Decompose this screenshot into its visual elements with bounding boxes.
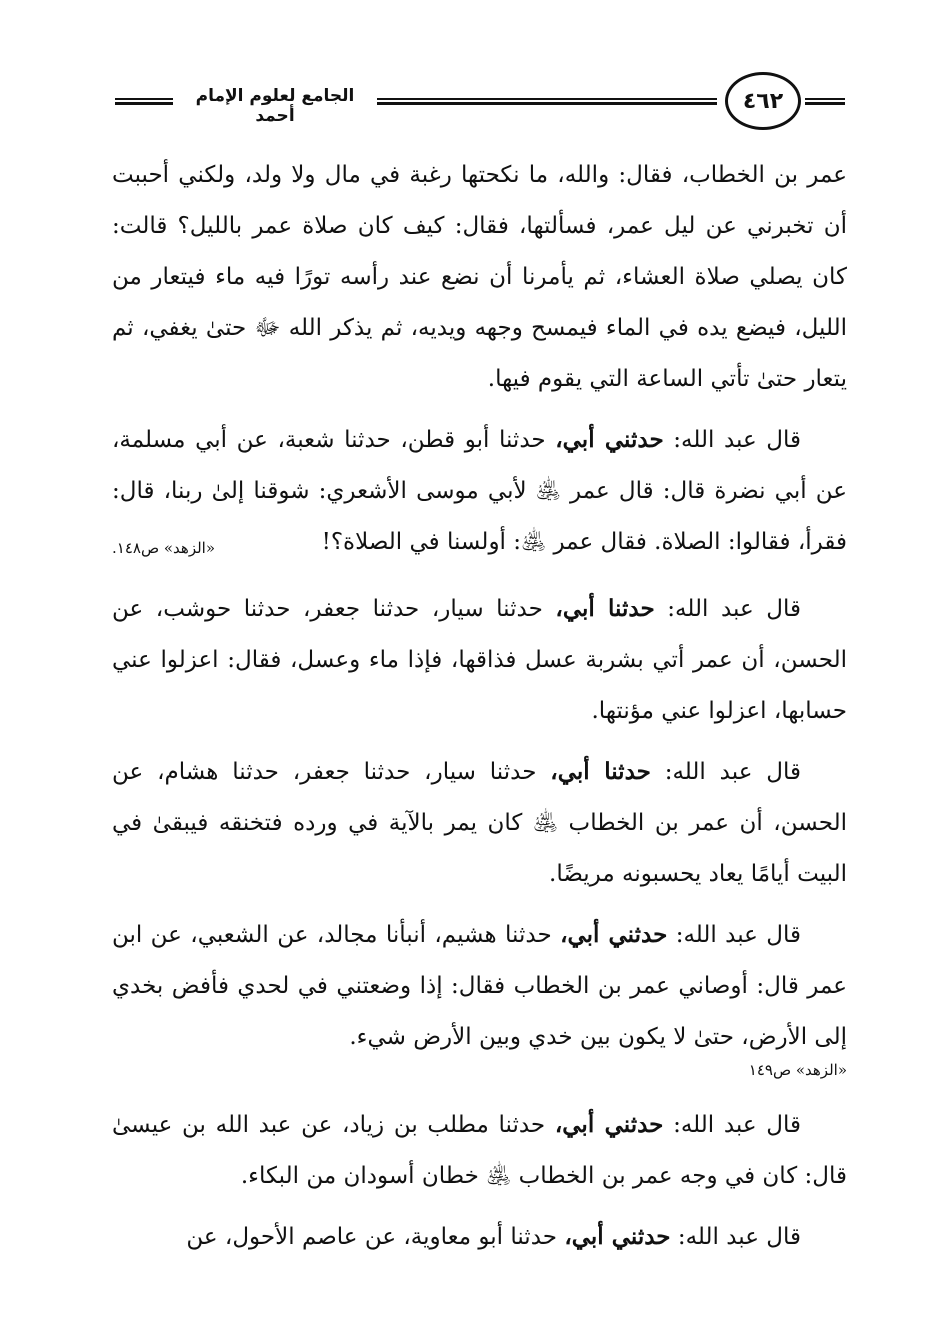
narrator-lead: قال عبد الله: xyxy=(670,1224,801,1250)
page-header xyxy=(115,70,845,132)
header-rule-middle xyxy=(377,98,717,105)
paragraph-5 xyxy=(112,909,847,1063)
header-rule-right xyxy=(805,98,845,105)
page-number: ٤٦٢ xyxy=(725,72,801,130)
paragraph-text: حدثنا سيار، حدثنا جعفر، حدثنا حوشب، عن الحسن، أن عمر أتي بشربة عسل فذاقها، فإذا ماء وعسل، فقال: اعزلوا عني حسابها، اعزلوا عني مؤنتها. xyxy=(112,596,847,724)
main-text xyxy=(112,150,847,1272)
paragraph-text: حدثنا أبو معاوية، عن عاصم الأحول، عن xyxy=(186,1224,565,1250)
source-reference: «الزهد» ص١٤٨. xyxy=(112,539,216,557)
narrator-lead: قال عبد الله: xyxy=(650,759,801,785)
narrator-lead: قال عبد الله: xyxy=(667,922,801,948)
paragraph-1 xyxy=(112,150,847,405)
narrator-bold: حدثنا أبي، xyxy=(550,758,651,785)
paragraph-text: حدثنا أبو قطن، حدثنا شعبة، عن أبي مسلمة، عن أبي نضرة قال: قال عمر ﵁ لأبي موسى الأشعري: شوقنا إلىٰ ربنا، قال: فقرأ، فقالوا: الصلاة. فقال عمر ﵁: أولسنا في الصلاة؟! xyxy=(112,427,847,555)
paragraph-text: حدثنا مطلب بن زياد، عن عبد الله بن عيسىٰ قال: كان في وجه عمر بن الخطاب ﵁ خطان أسودان من البكاء. xyxy=(112,1112,847,1189)
paragraph-text: حدثنا هشيم، أنبأنا مجالد، عن الشعبي، عن ابن عمر قال: أوصاني عمر بن الخطاب فقال: إذا وضعتني في لحدي فأفض بخدي إلى الأرض، حتىٰ لا يكون بين خدي وبين الأرض شيء. xyxy=(112,922,847,1050)
narrator-bold: حدثني أبي، xyxy=(554,1111,664,1138)
header-rule-left xyxy=(115,98,173,105)
paragraph-3 xyxy=(112,583,847,737)
paragraph-7 xyxy=(112,1211,847,1263)
book-title: الجامع لعلوم الإمام أحمد xyxy=(195,86,355,126)
paragraph-4 xyxy=(112,746,847,900)
paragraph-text: حدثنا سيار، حدثنا جعفر، حدثنا هشام، عن الحسن، أن عمر بن الخطاب ﵁ كان يمر بالآية في ورده فتخنقه فيبقىٰ في البيت أيامًا يعاد يحسبونه مريضًا. xyxy=(112,759,847,887)
narrator-bold: حدثني أبي، xyxy=(560,921,668,948)
source-reference: «الزهد» ص١٤٩ xyxy=(748,1061,847,1079)
narrator-lead: قال عبد الله: xyxy=(663,1112,801,1138)
narrator-lead: قال عبد الله: xyxy=(654,596,801,622)
narrator-lead: قال عبد الله: xyxy=(663,427,801,453)
paragraph-6 xyxy=(112,1099,847,1202)
paragraph-text: عمر بن الخطاب، فقال: والله، ما نكحتها رغبة في مال ولا ولد، ولكني أحببت أن تخبرني عن ليل عمر، فسألتها، فقال: كيف كان صلاة عمر بالليل؟ قالت: كان يصلي صلاة العشاء، ثم يأمرنا أن نضع عند رأسه تورًا فيه ماء فيتعار من الليل، فيضع يده في الماء فيمسح وجهه ويديه، ثم يذكر الله ﷻ حتىٰ يغفي، ثم يتعار حتىٰ تأتي الساعة التي يقوم فيها. xyxy=(112,162,847,392)
narrator-bold: حدثني أبي، xyxy=(564,1223,671,1250)
narrator-bold: حدثني أبي، xyxy=(555,426,664,453)
narrator-bold: حدثنا أبي، xyxy=(555,595,655,622)
